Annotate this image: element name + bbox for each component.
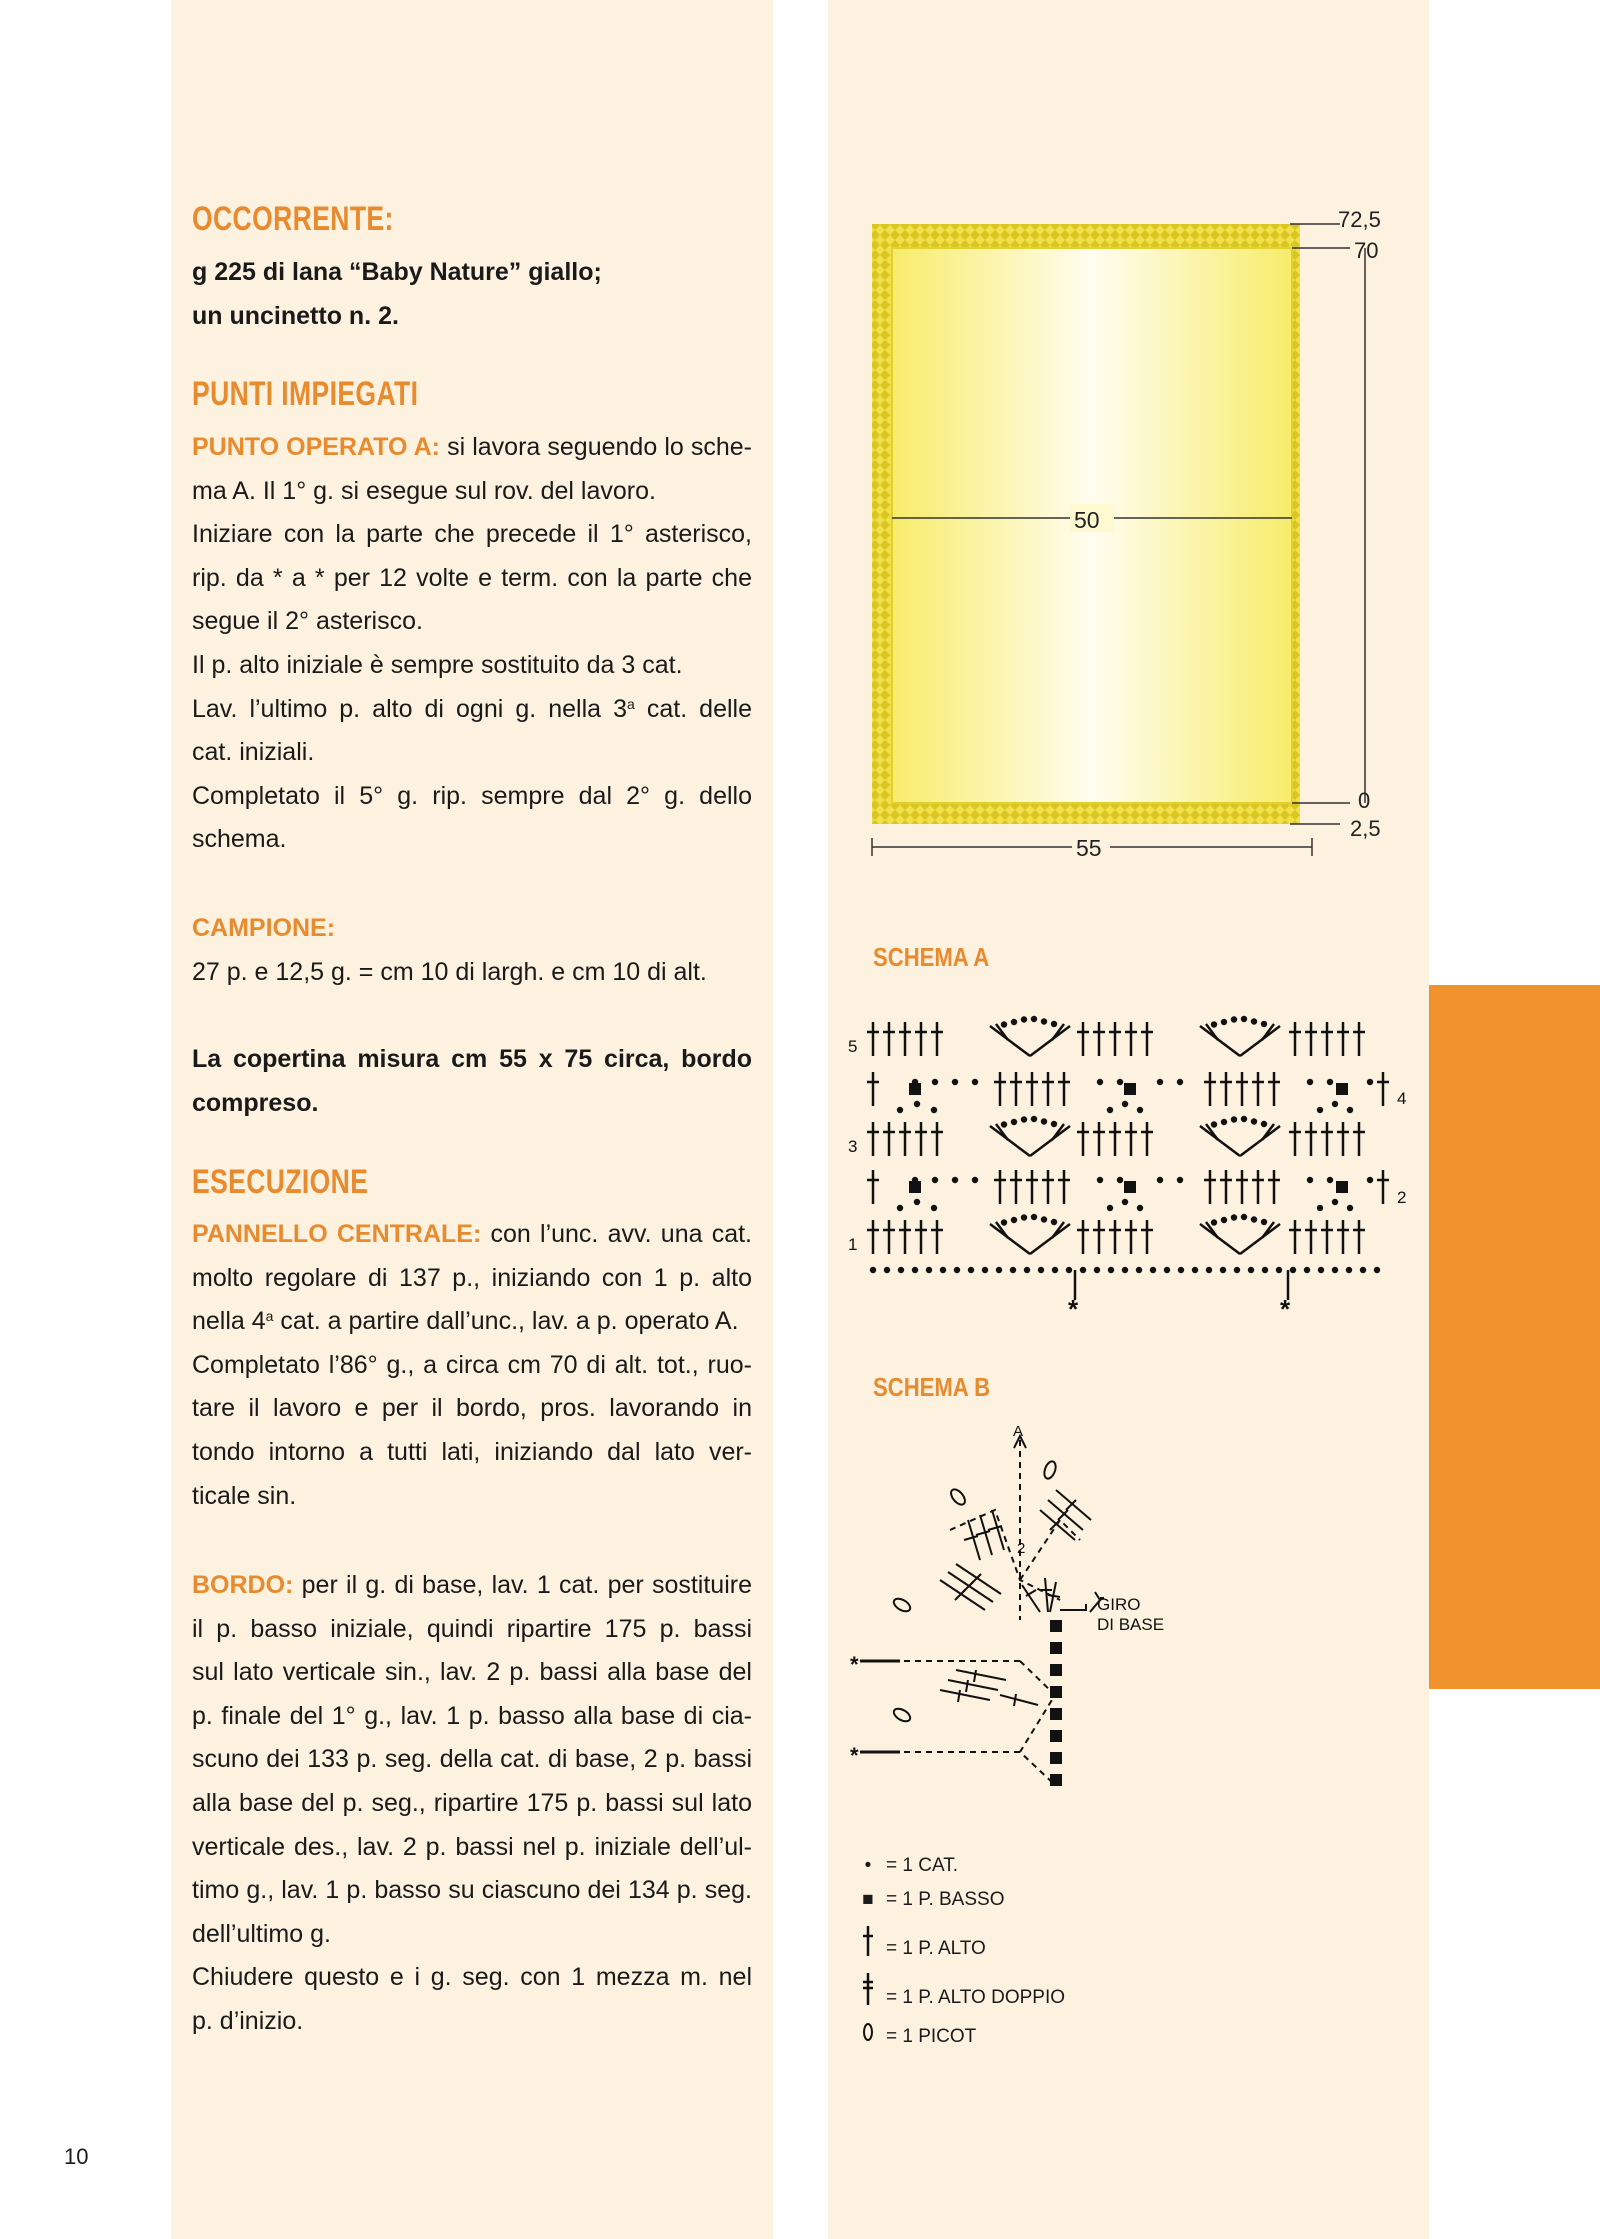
schema-a-row-4: 4 (1397, 1089, 1407, 1108)
schema-b-title: SCHEMA B (873, 1372, 991, 1402)
picot-icon (858, 2022, 878, 2048)
giro-di-base-line2: DI BASE (1097, 1615, 1165, 1634)
punti-impiegati-title: PUNTI IMPIEGATI (192, 375, 419, 413)
occorrente-title: OCCORRENTE: (192, 200, 394, 238)
schema-a-row-3: 3 (848, 1137, 858, 1156)
schema-a-title: SCHEMA A (873, 942, 990, 972)
dim-mid-label: 50 (1074, 507, 1100, 533)
schema-b-diagram (845, 1420, 1185, 1800)
asterisk-b1: * (850, 1652, 859, 1677)
schema-a-row-2: 2 (1397, 1188, 1407, 1207)
asterisk-b2: * (850, 1743, 859, 1768)
pannello-centrale-text: PANNELLO CENTRALE: con l’unc. avv. una cat. molto regolare di 137 p., iniziando con 1 p. alto nella 4$^a$ cat. a partire dall’unc., lav. a p. operato A. Completato l’86° g., a circa cm 70 di alt. tot., ruo- tare il lavoro e per il bordo, pros. lavorando in tondo intorno a tutti lati, iniziando dal lato ver- ticale sin. (192, 1220, 752, 1510)
esecuzione-title: ESECUZIONE (192, 1163, 369, 1201)
schema-a-row-5: 5 (848, 1037, 858, 1056)
dot-icon: • (864, 1855, 872, 1876)
dim-top-2: 70 (1354, 238, 1379, 263)
square-icon: ■ (862, 1889, 874, 1910)
occorrente-text: g 225 di lana “Baby Nature” giallo; un uncinetto n. 2. (192, 258, 602, 330)
schema-a-row-1: 1 (848, 1235, 858, 1254)
asterisk-1: * (1068, 1294, 1079, 1320)
giro-di-base-line1: GIRO (1097, 1595, 1141, 1614)
treble-icon (858, 1924, 878, 1958)
dim-width-label: 55 (1076, 835, 1102, 861)
dim-bottom-2: 2,5 (1350, 816, 1381, 841)
blanket-diagram (850, 200, 1410, 870)
side-tab (1429, 985, 1600, 1689)
dim-bottom-1: 0 (1358, 788, 1371, 813)
campione-block: CAMPIONE: 27 p. e 12,5 g. = cm 10 di largh. e cm 10 di alt. (192, 914, 707, 986)
double-treble-icon (858, 1971, 878, 2007)
asterisk-2: * (1280, 1294, 1291, 1320)
schema-b-label-2: 2 (1017, 1540, 1026, 1557)
bordo-text: BORDO: per il g. di base, lav. 1 cat. per sostituire il p. basso iniziale, quindi ripartire 175 p. bassi sul lato verticale sin., lav. 2 p. bassi alla base del p. finale del 1° g., lav. 1 p. basso alla base di cia- scuno dei 133 p. seg. della cat. di base, 2 p. bassi alla base del p. seg., ripartire 175 p. bassi sul lato verticale des., lav. 2 p. bassi nel p. iniziale dell’ul- timo g., lav. 1 p. basso su ciascuno dei 134 p. seg. dell’ultimo g. Chiudere questo e i g. seg. con 1 mezza m. nel p. d’inizio. (192, 1571, 752, 2035)
dim-top-1: 72,5 (1338, 207, 1381, 232)
misura-text: La copertina misura cm 55 x 75 circa, bordo compreso. (192, 1045, 752, 1117)
schema-a-diagram (845, 990, 1420, 1320)
page-number: 10 (64, 2144, 89, 2169)
schema-b-label-a: A (1013, 1423, 1024, 1440)
punto-operato-a-text: PUNTO OPERATO A: si lavora seguendo lo sche- ma A. Il 1° g. si esegue sul rov. del lavoro. Iniziare con la parte che precede il 1° asterisco, rip. da * a * per 12 volte e term. con la parte che segue il 2° asterisco. Il p. alto iniziale è sempre sostituito da 3 cat. Lav. l’ultimo p. alto di ogni g. nella 3$^a$ cat. delle cat. iniziali. Completato il 5° g. rip. sempre dal 2° g. dello schema. (192, 433, 752, 854)
